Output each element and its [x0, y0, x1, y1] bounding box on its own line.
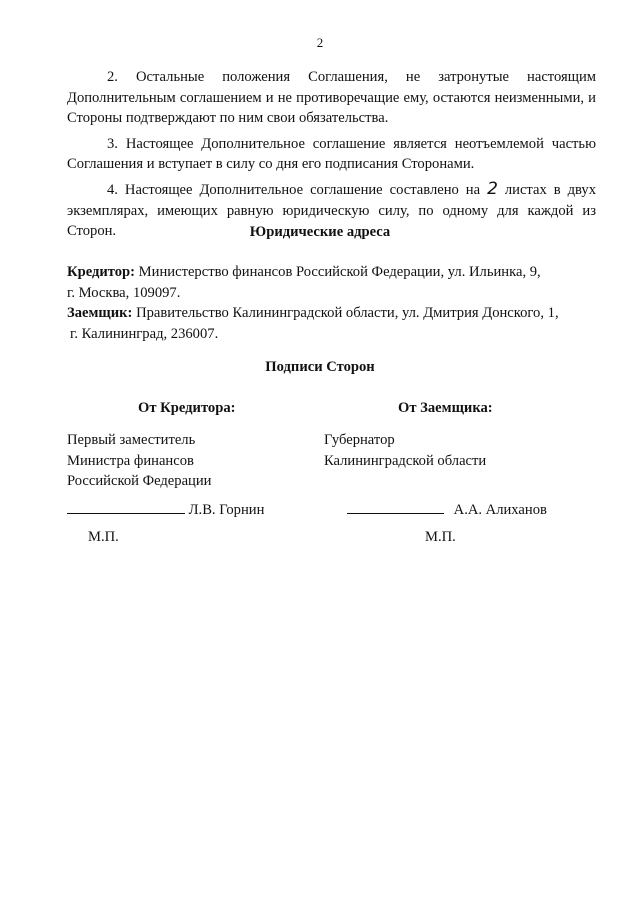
creditor-address-line-1: Кредитор: Министерство финансов Российской Федерации, ул. Ильинка, 9,	[67, 264, 541, 280]
legal-addresses-heading: Юридические адреса	[249, 224, 391, 240]
creditor-signatory-title: Первый заместитель Министра финансов Российской Федерации	[67, 432, 212, 489]
clause-4-text-start: 4. Настоящее Дополнительное соглашение составлено на	[107, 181, 488, 198]
borrower-label: Заемщик:	[67, 305, 133, 322]
creditor-signature-blank	[67, 500, 185, 514]
page-number: 2	[316, 35, 324, 50]
clause-4-text-end: листах в двух экземплярах, имеющих равную юридическую силу, по одному для каждой из Сторон.	[67, 181, 596, 240]
creditor-signature-line	[67, 500, 264, 519]
borrower-signatory-name: А.А. Алиханов	[453, 502, 547, 518]
creditor-stamp-place: М.П.	[88, 529, 119, 545]
creditor-signature-heading: От Кредитора:	[138, 400, 236, 416]
creditor-label: Кредитор:	[67, 264, 136, 280]
clause-2: 2. Остальные положения Соглашения, не затронутые настоящим Дополнительным соглашением и не противоречащие ему, остаются неизменными, и Стороны подтверждают по ним свои обязательства.	[67, 69, 596, 127]
borrower-address-line-1: Заемщик: Правительство Калининградской области, ул. Дмитрия Донского, 1,	[67, 305, 559, 322]
creditor-signatory-name: Л.В. Горнин	[188, 502, 265, 518]
clause-3: 3. Настоящее Дополнительное соглашение является неотъемлемой частью Соглашения и вступает в силу со дня его подписания Сторонами.	[67, 135, 596, 173]
signatures-heading: Подписи Сторон	[265, 359, 375, 375]
handwritten-page-count: 2	[487, 178, 498, 199]
legal-addresses	[67, 262, 607, 344]
agreement-clauses	[67, 67, 596, 247]
borrower-signature-heading: От Заемщика:	[398, 400, 493, 416]
borrower-signature-line	[347, 500, 547, 519]
creditor-address-line-2: г. Москва, 109097.	[67, 284, 181, 301]
borrower-signatory-title: Губернатор Калининградской области	[324, 432, 487, 469]
borrower-signature-blank	[347, 500, 444, 514]
borrower-address-line-2: г. Калининград, 236007.	[70, 325, 219, 342]
borrower-stamp-place: М.П.	[425, 529, 456, 545]
